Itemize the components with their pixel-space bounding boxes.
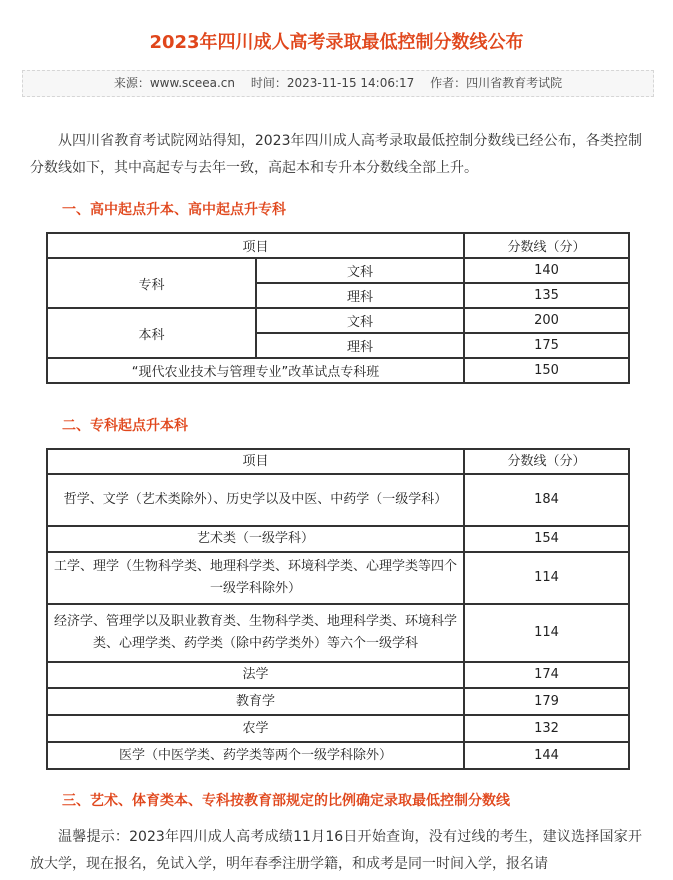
category-zhuanke: 专科 — [47, 258, 256, 308]
score-cell: 135 — [464, 283, 629, 308]
header-score: 分数线（分） — [464, 449, 629, 474]
table-row — [47, 552, 629, 604]
special-class-label: “现代农业技术与管理专业”改革试点专科班 — [47, 358, 464, 383]
table-header-row — [47, 449, 629, 474]
item-cell: 法学 — [47, 662, 464, 688]
header-item: 项目 — [47, 233, 464, 258]
table-row — [47, 474, 629, 526]
item-cell: 工学、理学（生物科学类、地理科学类、环境科学类、心理学类等四个一级学科除外） — [47, 552, 464, 604]
table-row — [47, 358, 629, 383]
intro-paragraph: 从四川省教育考试院网站得知，2023年四川成人高考录取最低控制分数线已经公布，各类控制分数线如下，其中高起专与去年一致，高起本和专升本分数线全部上升。 — [30, 133, 642, 176]
subject-li: 理科 — [256, 283, 464, 308]
item-cell: 哲学、文学（艺术类除外）、历史学以及中医、中药学（一级学科） — [47, 474, 464, 526]
meta-source: 来源：www.sceea.cn — [113, 76, 236, 90]
subject-li: 理科 — [256, 333, 464, 358]
score-cell: 114 — [464, 604, 629, 662]
section-3-heading: 三、艺术、体育类本、专科按教育部规定的比例确定录取最低控制分数线 — [62, 793, 510, 809]
tip-paragraph: 温馨提示：2023年四川成人高考成绩11月16日开始查询，没有过线的考生，建议选择国家开放大学，现在报名，免试入学，明年春季注册学籍，和成考是同一时间入学，报名请 — [30, 829, 642, 872]
article-title: 2023年四川成人高考录取最低控制分数线公布 — [149, 32, 524, 53]
item-cell: 医学（中医学类、药学类等两个一级学科除外） — [47, 742, 464, 769]
table-row — [47, 526, 629, 552]
score-cell: 179 — [464, 688, 629, 715]
score-cell: 154 — [464, 526, 629, 552]
table-row — [47, 308, 629, 333]
table-row — [47, 742, 629, 769]
table-row — [47, 662, 629, 688]
subject-wen: 文科 — [256, 308, 464, 333]
category-benke: 本科 — [47, 308, 256, 358]
item-cell: 经济学、管理学以及职业教育类、生物科学类、地理科学类、环境科学类、心理学类、药学类（除中药学类外）等六个一级学科 — [47, 604, 464, 662]
subject-wen: 文科 — [256, 258, 464, 283]
table-header-row — [47, 233, 629, 258]
meta-time: 时间：2023-11-15 14:06:17 — [250, 76, 415, 90]
table-row — [47, 715, 629, 742]
score-table-college — [46, 448, 630, 770]
item-cell: 农学 — [47, 715, 464, 742]
score-cell: 114 — [464, 552, 629, 604]
score-cell: 174 — [464, 662, 629, 688]
item-cell: 教育学 — [47, 688, 464, 715]
score-cell: 184 — [464, 474, 629, 526]
score-cell: 140 — [464, 258, 629, 283]
header-score: 分数线（分） — [464, 233, 629, 258]
table-row — [47, 258, 629, 283]
score-cell: 144 — [464, 742, 629, 769]
article-meta — [22, 70, 654, 97]
section-2-heading: 二、专科起点升本科 — [62, 418, 188, 434]
score-cell: 150 — [464, 358, 629, 383]
item-cell: 艺术类（一级学科） — [47, 526, 464, 552]
section-1-heading: 一、高中起点升本、高中起点升专科 — [62, 202, 286, 218]
score-cell: 200 — [464, 308, 629, 333]
score-table-high-school — [46, 232, 630, 384]
table-row — [47, 604, 629, 662]
score-cell: 175 — [464, 333, 629, 358]
header-item: 项目 — [47, 449, 464, 474]
table-row — [47, 688, 629, 715]
score-cell: 132 — [464, 715, 629, 742]
meta-author: 作者：四川省教育考试院 — [430, 76, 563, 90]
